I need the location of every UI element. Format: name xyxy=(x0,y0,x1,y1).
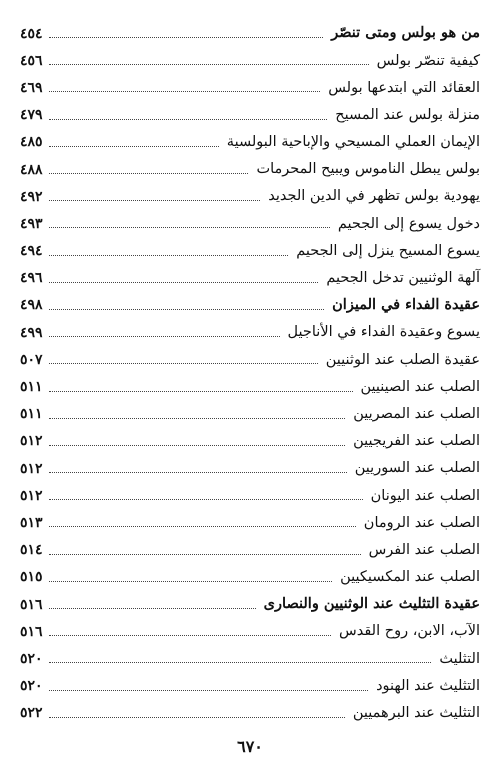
toc-entry xyxy=(20,238,480,265)
dot-leader xyxy=(49,690,369,691)
toc-entry xyxy=(20,47,480,74)
toc-entry-title: الآب، الابن، روح القدس xyxy=(339,623,480,640)
toc-entry-title: يهودية بولس تظهر في الدين الجديد xyxy=(268,188,480,205)
toc-entry-title: الصلب عند الرومان xyxy=(363,514,480,531)
toc-entry-page: ٤٩٣ xyxy=(20,215,43,232)
toc-entry-page: ٥١١ xyxy=(20,379,43,396)
toc-entry-page: ٤٩٩ xyxy=(20,324,43,341)
toc-entry-page: ٥١٦ xyxy=(20,623,43,640)
toc-entry-page: ٥٢٠ xyxy=(20,650,43,667)
toc-entry-page: ٤٧٩ xyxy=(20,107,43,124)
dot-leader xyxy=(49,227,330,228)
toc-entry xyxy=(20,618,480,645)
table-of-contents xyxy=(20,20,480,727)
toc-entry xyxy=(20,129,480,156)
toc-entry-title: عقيدة الصلب عند الوثنيين xyxy=(325,351,480,368)
dot-leader xyxy=(49,554,361,555)
toc-entry-title: الصلب عند المكسيكيين xyxy=(340,569,480,586)
toc-entry-title: الصلب عند الفرس xyxy=(368,541,480,558)
toc-entry-title: دخول يسوع إلى الجحيم xyxy=(337,215,480,232)
toc-entry-page: ٥١٤ xyxy=(20,542,43,559)
dot-leader xyxy=(49,526,356,527)
dot-leader xyxy=(49,472,347,473)
toc-section-heading xyxy=(20,292,480,319)
toc-entry-page: ٥١٢ xyxy=(20,433,43,450)
toc-entry-title: يسوع وعقيدة الفداء في الأناجيل xyxy=(287,324,480,341)
toc-section-heading xyxy=(20,591,480,618)
toc-entry-title: العقائد التي ابتدعها بولس xyxy=(328,79,480,96)
dot-leader xyxy=(49,662,432,663)
dot-leader xyxy=(49,391,353,392)
toc-entry-page: ٤٥٦ xyxy=(20,52,43,69)
toc-entry-page: ٥١٥ xyxy=(20,569,43,586)
dot-leader xyxy=(49,146,219,147)
toc-entry xyxy=(20,482,480,509)
dot-leader xyxy=(49,363,318,364)
toc-entry xyxy=(20,319,480,346)
toc-entry xyxy=(20,509,480,536)
dot-leader xyxy=(49,418,346,419)
toc-entry-title: يسوع المسيح ينزل إلى الجحيم xyxy=(296,242,480,259)
toc-entry xyxy=(20,102,480,129)
dot-leader xyxy=(49,635,331,636)
toc-entry xyxy=(20,156,480,183)
toc-entry xyxy=(20,537,480,564)
toc-entry xyxy=(20,265,480,292)
dot-leader xyxy=(49,173,249,174)
dot-leader xyxy=(49,200,261,201)
toc-entry-page: ٥١٢ xyxy=(20,460,43,477)
toc-entry xyxy=(20,455,480,482)
toc-entry xyxy=(20,700,480,727)
toc-entry-title: بولس يبطل الناموس ويبيح المحرمات xyxy=(256,161,480,178)
toc-entry-page: ٤٨٥ xyxy=(20,134,43,151)
toc-entry-title: التثليث عند البرهميين xyxy=(352,705,480,722)
toc-entry-page: ٥١١ xyxy=(20,406,43,423)
toc-entry-page: ٥١٢ xyxy=(20,487,43,504)
toc-entry-title: الصلب عند المصريين xyxy=(353,405,480,422)
toc-entry-title: الصلب عند اليونان xyxy=(370,487,480,504)
toc-entry xyxy=(20,183,480,210)
dot-leader xyxy=(49,255,289,256)
toc-entry xyxy=(20,564,480,591)
toc-entry xyxy=(20,673,480,700)
toc-entry-title: التثليث xyxy=(439,650,480,667)
toc-entry-page: ٥٠٧ xyxy=(20,351,43,368)
dot-leader xyxy=(49,608,256,609)
dot-leader xyxy=(49,499,363,500)
toc-entry xyxy=(20,401,480,428)
toc-entry xyxy=(20,373,480,400)
toc-entry-page: ٤٨٨ xyxy=(20,161,43,178)
dot-leader xyxy=(49,119,328,120)
dot-leader xyxy=(49,282,319,283)
toc-entry-page: ٥١٣ xyxy=(20,514,43,531)
toc-entry-title: الصلب عند الفريجيين xyxy=(353,433,480,450)
dot-leader xyxy=(49,717,345,718)
toc-section-heading xyxy=(20,20,480,47)
toc-entry xyxy=(20,210,480,237)
toc-entry xyxy=(20,74,480,101)
dot-leader xyxy=(49,336,280,337)
dot-leader xyxy=(49,37,324,38)
toc-entry-title: التثليث عند الهنود xyxy=(376,677,480,694)
toc-entry-title: الإيمان العملي المسيحي والإباحية البولسية xyxy=(226,134,480,151)
dot-leader xyxy=(49,309,325,310)
toc-entry xyxy=(20,346,480,373)
dot-leader xyxy=(49,581,333,582)
toc-entry-title: من هو بولس ومتى تنصّر xyxy=(331,24,480,42)
toc-entry-title: عقيدة الفداء في الميزان xyxy=(332,296,480,314)
dot-leader xyxy=(49,64,369,65)
toc-entry xyxy=(20,428,480,455)
toc-entry-title: كيفية تنصّر بولس xyxy=(376,52,480,69)
toc-entry-page: ٤٩٦ xyxy=(20,270,43,287)
toc-entry-page: ٥١٦ xyxy=(20,596,43,613)
toc-entry-page: ٤٥٤ xyxy=(20,25,43,42)
toc-entry-page: ٤٩٨ xyxy=(20,297,43,314)
toc-entry-page: ٥٢٠ xyxy=(20,678,43,695)
toc-entry-page: ٤٩٢ xyxy=(20,188,43,205)
page-number: ٦٧٠ xyxy=(237,737,263,756)
toc-entry-title: الصلب عند الصينيين xyxy=(360,378,480,395)
toc-entry-title: الصلب عند السوريين xyxy=(354,460,480,477)
toc-entry-title: آلهة الوثنيين تدخل الجحيم xyxy=(326,270,480,287)
toc-entry-title: عقيدة التثليث عند الوثنيين والنصارى xyxy=(263,595,480,613)
toc-entry-page: ٥٢٢ xyxy=(20,705,43,722)
toc-entry-page: ٤٩٤ xyxy=(20,243,43,260)
dot-leader xyxy=(49,445,346,446)
toc-entry xyxy=(20,645,480,672)
dot-leader xyxy=(49,91,321,92)
toc-entry-page: ٤٦٩ xyxy=(20,79,43,96)
toc-entry-title: منزلة بولس عند المسيح xyxy=(335,106,480,123)
